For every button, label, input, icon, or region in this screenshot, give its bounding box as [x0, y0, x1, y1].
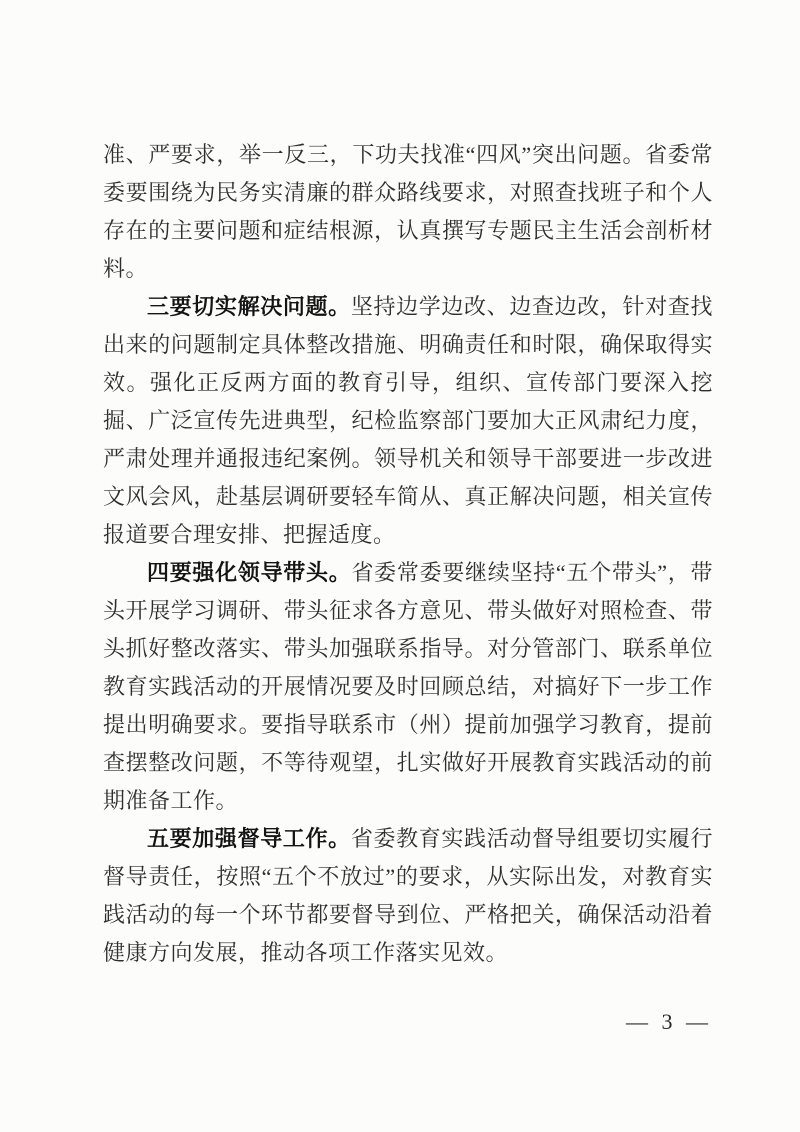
- paragraph-text: 省委教育实践活动督导组要切实履行督导责任，按照“五个不放过”的要求，从实际出发，对教育实践活动的每一个环节都要督导到位、严格把关，确保活动沿着健康方向发展，推动各项工作落实见效。: [103, 826, 713, 965]
- document-body: [103, 136, 713, 972]
- paragraph-lead: 三要切实解决问题。: [147, 294, 351, 319]
- paragraph-text: 省委常委要继续坚持“五个带头”，带头开展学习调研、带头征求各方意见、带头做好对照检查、带头抓好整改落实、带头加强联系指导。对分管部门、联系单位教育实践活动的开展情况要及时回顾总结，对搞好下一步工作提出明确要求。要指导联系市（州）提前加强学习教育，提前查摆整改问题，不等待观望，扎实做好开展教育实践活动的前期准备工作。: [103, 560, 713, 813]
- paragraph-lead: 四要强化领导带头。: [147, 560, 352, 585]
- page-number: — 3 —: [626, 1009, 710, 1034]
- paragraph-text: 坚持边学边改、边查边改，针对查找出来的问题制定具体整改措施、明确责任和时限，确保取得实效。强化正反两方面的教育引导，组织、宣传部门要深入挖掘、广泛宣传先进典型，纪检监察部门要加大正风肃纪力度，严肃处理并通报违纪案例。领导机关和领导干部要进一步改进文风会风，赴基层调研要轻车简从、真正解决问题，相关宣传报道要合理安排、把握适度。: [103, 294, 713, 547]
- paragraph-continuation: [103, 136, 713, 288]
- paragraph-text: 准、严要求，举一反三，下功夫找准“四风”突出问题。省委常委要围绕为民务实清廉的群众路线要求，对照查找班子和个人存在的主要问题和症结根源，认真撰写专题民主生活会剖析材料。: [103, 142, 713, 281]
- paragraph-point-three: [103, 288, 713, 554]
- paragraph-point-four: [103, 554, 713, 820]
- paragraph-lead: 五要加强督导工作。: [147, 826, 351, 851]
- paragraph-point-five: [103, 820, 713, 972]
